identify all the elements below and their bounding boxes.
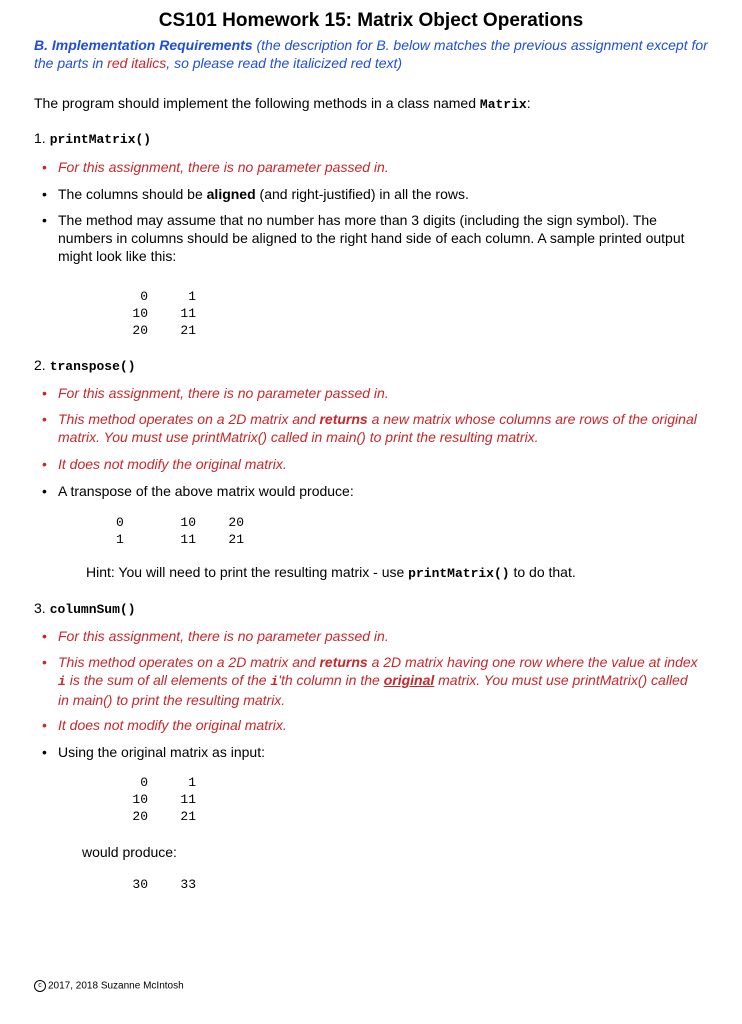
input-matrix [116,774,196,825]
s1-bullet-3: • The method may assume that no number has more than 3 digits (including the sign symbol). The numbers in columns should be aligned to the right hand side of each column. A sample printed output might look like this: [42,212,685,264]
s2-bullet-4: • A transpose of the above matrix would produce: [42,483,354,499]
s2-bullet-3: • It does not modify the original matrix. [42,456,287,472]
implementation-requirements [34,36,724,72]
s3-bullet-1: • For this assignment, there is no parameter passed in. [42,628,389,644]
copyright-text: 2017, 2018 Suzanne McIntosh [48,980,184,992]
intro-class-name: Matrix [479,97,527,112]
s1-bullet-1: • For this assignment, there is no parameter passed in. [42,159,389,175]
matrix-row: 0 1 [140,289,196,304]
impl-note-open: (the description for B. below matches the previous assignment except for the parts in [34,37,708,71]
bullet-icon: • [42,717,47,733]
section-number: 2. [34,357,46,373]
bullet-icon: • [42,744,47,760]
method-name: columnSum() [49,602,136,617]
footer [34,980,184,992]
section-number: 1. [34,130,46,146]
s3-bullet-3: • It does not modify the original matrix. [42,717,287,733]
bullet-icon: • [42,212,47,228]
matrix-row: 30 33 [132,877,196,892]
copyright-icon: c [34,980,46,992]
impl-red-word: red italics [107,55,167,71]
s3-bullet-4: • Using the original matrix as input: [42,744,265,760]
section-1-heading [34,130,151,147]
intro-paragraph [34,95,531,112]
s3-bullet-2: • This method operates on a 2D matrix and returns a 2D matrix having one row where the value at index i is the sum of all elements of the i'th column in the original matrix. You must use printMatrix() called in main() to print the resulting matrix. [42,654,698,708]
matrix-row: 0 10 20 [116,515,244,530]
sample-matrix [116,288,196,339]
s2-bullet-2: • This method operates on a 2D matrix and returns a new matrix whose columns are rows of the original matrix. You must use printMatrix() called in main() to print the resulting matrix. [42,411,697,445]
intro-text: The program should implement the following methods in a class named [34,95,480,111]
matrix-row: 0 1 [140,775,196,790]
bullet-icon: • [42,628,47,644]
section-3-heading [34,600,136,617]
impl-note-close: , so please read the italicized red text) [166,55,403,71]
hint: Hint: You will need to print the resulting matrix - use printMatrix() to do that. [86,564,576,581]
s2-bullet-1: • For this assignment, there is no parameter passed in. [42,385,389,401]
s1-bullet-2: • The columns should be aligned (and right-justified) in all the rows. [42,186,469,202]
method-name: transpose() [49,359,136,374]
bullet-icon: • [42,483,47,499]
matrix-row: 20 21 [132,323,196,338]
bullet-icon: • [42,186,47,202]
bullet-icon: • [42,411,47,427]
matrix-row: 10 11 [132,306,196,321]
bullet-icon: • [42,159,47,175]
method-name: printMatrix() [49,132,152,147]
transpose-matrix [116,514,244,548]
would-produce: would produce: [82,844,177,860]
result-matrix [116,876,196,893]
matrix-row: 10 11 [132,792,196,807]
matrix-row: 20 21 [132,809,196,824]
bullet-icon: • [42,385,47,401]
bullet-icon: • [42,456,47,472]
bullet-icon: • [42,654,47,670]
intro-end: : [526,95,531,111]
impl-heading: B. Implementation Requirements [34,37,253,53]
hint-code: printMatrix() [408,566,510,581]
section-2-heading [34,357,136,374]
matrix-row: 1 11 21 [116,532,244,547]
page-title: CS101 Homework 15: Matrix Object Operations [158,10,584,31]
section-number: 3. [34,600,46,616]
